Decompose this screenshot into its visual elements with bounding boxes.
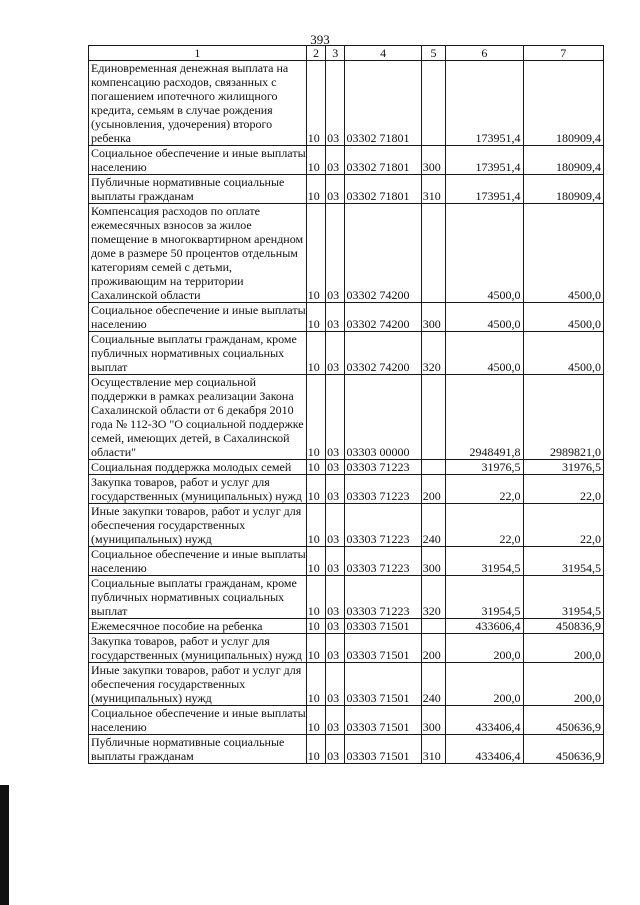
header-col-6: 6	[446, 46, 523, 61]
cell-amount-year-2: 200,0	[523, 634, 603, 663]
cell-amount-year-1: 173951,4	[446, 146, 523, 175]
table-row	[89, 303, 604, 332]
cell-amount-year-2: 450636,9	[523, 735, 603, 764]
cell-amount-year-2: 4500,0	[523, 204, 603, 303]
cell-target-article: 03303 71223	[345, 460, 421, 475]
cell-amount-year-1: 31976,5	[446, 460, 523, 475]
cell-subsection: 03	[326, 475, 345, 504]
cell-section: 10	[306, 576, 325, 619]
cell-section: 10	[306, 146, 325, 175]
budget-table	[88, 45, 604, 764]
cell-subsection: 03	[326, 619, 345, 634]
header-row	[89, 46, 604, 61]
cell-target-article: 03302 74200	[345, 332, 421, 375]
cell-amount-year-1: 200,0	[446, 634, 523, 663]
header-col-1: 1	[89, 46, 307, 61]
cell-expense-type: 300	[421, 706, 445, 735]
header-col-2: 2	[306, 46, 325, 61]
cell-expense-type: 320	[421, 576, 445, 619]
cell-section: 10	[306, 375, 325, 460]
cell-subsection: 03	[326, 663, 345, 706]
cell-target-article: 03303 71501	[345, 634, 421, 663]
cell-subsection: 03	[326, 204, 345, 303]
cell-section: 10	[306, 634, 325, 663]
cell-subsection: 03	[326, 547, 345, 576]
table-row	[89, 460, 604, 475]
cell-amount-year-2: 31976,5	[523, 460, 603, 475]
cell-amount-year-1: 433406,4	[446, 735, 523, 764]
cell-target-article: 03302 74200	[345, 303, 421, 332]
table-row	[89, 735, 604, 764]
cell-name: Социальные выплаты гражданам, кроме публичных нормативных социальных выплат	[89, 576, 307, 619]
cell-subsection: 03	[326, 504, 345, 547]
header-col-7: 7	[523, 46, 603, 61]
table-body	[89, 46, 604, 764]
table-row	[89, 146, 604, 175]
cell-name: Социальное обеспечение и иные выплаты населению	[89, 547, 307, 576]
cell-target-article: 03302 71801	[345, 146, 421, 175]
cell-amount-year-2: 180909,4	[523, 146, 603, 175]
cell-amount-year-1: 22,0	[446, 475, 523, 504]
cell-expense-type: 200	[421, 475, 445, 504]
header-col-4: 4	[345, 46, 421, 61]
table-row	[89, 204, 604, 303]
cell-section: 10	[306, 61, 325, 146]
cell-amount-year-2: 180909,4	[523, 175, 603, 204]
cell-subsection: 03	[326, 146, 345, 175]
cell-section: 10	[306, 303, 325, 332]
cell-expense-type	[421, 460, 445, 475]
cell-amount-year-2: 450836,9	[523, 619, 603, 634]
cell-amount-year-1: 173951,4	[446, 175, 523, 204]
cell-amount-year-1: 4500,0	[446, 204, 523, 303]
table-row	[89, 619, 604, 634]
cell-target-article: 03303 71501	[345, 735, 421, 764]
cell-subsection: 03	[326, 332, 345, 375]
cell-amount-year-1: 4500,0	[446, 332, 523, 375]
cell-subsection: 03	[326, 576, 345, 619]
cell-target-article: 03303 71223	[345, 576, 421, 619]
cell-target-article: 03302 71801	[345, 175, 421, 204]
cell-amount-year-2: 22,0	[523, 504, 603, 547]
cell-name: Социальное обеспечение и иные выплаты населению	[89, 706, 307, 735]
cell-expense-type: 200	[421, 634, 445, 663]
cell-amount-year-1: 22,0	[446, 504, 523, 547]
cell-target-article: 03303 71501	[345, 663, 421, 706]
cell-name: Социальное обеспечение и иные выплаты населению	[89, 303, 307, 332]
cell-expense-type	[421, 619, 445, 634]
cell-subsection: 03	[326, 303, 345, 332]
cell-amount-year-2: 180909,4	[523, 61, 603, 146]
cell-target-article: 03302 74200	[345, 204, 421, 303]
cell-section: 10	[306, 735, 325, 764]
cell-amount-year-2: 2989821,0	[523, 375, 603, 460]
cell-name: Публичные нормативные социальные выплаты гражданам	[89, 735, 307, 764]
cell-section: 10	[306, 663, 325, 706]
cell-amount-year-1: 2948491,8	[446, 375, 523, 460]
cell-amount-year-2: 4500,0	[523, 332, 603, 375]
cell-section: 10	[306, 475, 325, 504]
cell-name: Социальные выплаты гражданам, кроме публичных нормативных социальных выплат	[89, 332, 307, 375]
cell-target-article: 03303 71501	[345, 619, 421, 634]
header-col-5: 5	[421, 46, 445, 61]
cell-amount-year-1: 173951,4	[446, 61, 523, 146]
cell-expense-type	[421, 375, 445, 460]
cell-expense-type: 320	[421, 332, 445, 375]
cell-name: Единовременная денежная выплата на компенсацию расходов, связанных с погашением ипотечного жилищного кредита, семьям в случае рождения (усыновления, удочерения) второго ребенка	[89, 61, 307, 146]
cell-amount-year-1: 433606,4	[446, 619, 523, 634]
table-row	[89, 375, 604, 460]
cell-expense-type	[421, 204, 445, 303]
cell-section: 10	[306, 706, 325, 735]
cell-name: Иные закупки товаров, работ и услуг для обеспечения государственных (муниципальных) нужд	[89, 504, 307, 547]
cell-expense-type	[421, 61, 445, 146]
cell-amount-year-2: 22,0	[523, 475, 603, 504]
cell-amount-year-1: 4500,0	[446, 303, 523, 332]
cell-target-article: 03303 71223	[345, 504, 421, 547]
table-row	[89, 61, 604, 146]
cell-subsection: 03	[326, 175, 345, 204]
cell-amount-year-2: 450636,9	[523, 706, 603, 735]
cell-subsection: 03	[326, 735, 345, 764]
cell-amount-year-1: 433406,4	[446, 706, 523, 735]
cell-amount-year-1: 200,0	[446, 663, 523, 706]
cell-name: Публичные нормативные социальные выплаты гражданам	[89, 175, 307, 204]
cell-section: 10	[306, 504, 325, 547]
cell-target-article: 03303 71223	[345, 475, 421, 504]
cell-target-article: 03303 00000	[345, 375, 421, 460]
page-number: 393	[310, 32, 330, 47]
cell-name: Ежемесячное пособие на ребенка	[89, 619, 307, 634]
cell-name: Компенсация расходов по оплате ежемесячных взносов за жилое помещение в многоквартирном арендном доме в размере 50 процентов отдельным категориям семей с детьми, проживающим на территории Сахалинской области	[89, 204, 307, 303]
cell-expense-type: 240	[421, 663, 445, 706]
cell-expense-type: 300	[421, 146, 445, 175]
cell-expense-type: 300	[421, 547, 445, 576]
cell-section: 10	[306, 175, 325, 204]
cell-section: 10	[306, 460, 325, 475]
cell-section: 10	[306, 204, 325, 303]
table-row	[89, 576, 604, 619]
cell-amount-year-2: 31954,5	[523, 576, 603, 619]
table-row	[89, 475, 604, 504]
table-row	[89, 332, 604, 375]
cell-expense-type: 240	[421, 504, 445, 547]
cell-name: Закупка товаров, работ и услуг для государственных (муниципальных) нужд	[89, 634, 307, 663]
table-row	[89, 175, 604, 204]
cell-amount-year-2: 4500,0	[523, 303, 603, 332]
cell-target-article: 03302 71801	[345, 61, 421, 146]
cell-section: 10	[306, 332, 325, 375]
cell-name: Социальное обеспечение и иные выплаты населению	[89, 146, 307, 175]
cell-amount-year-2: 31954,5	[523, 547, 603, 576]
cell-amount-year-1: 31954,5	[446, 547, 523, 576]
cell-subsection: 03	[326, 375, 345, 460]
cell-subsection: 03	[326, 634, 345, 663]
cell-subsection: 03	[326, 460, 345, 475]
cell-target-article: 03303 71223	[345, 547, 421, 576]
cell-subsection: 03	[326, 706, 345, 735]
cell-target-article: 03303 71501	[345, 706, 421, 735]
cell-section: 10	[306, 619, 325, 634]
table-row	[89, 504, 604, 547]
cell-name: Иные закупки товаров, работ и услуг для обеспечения государственных (муниципальных) нужд	[89, 663, 307, 706]
cell-name: Закупка товаров, работ и услуг для государственных (муниципальных) нужд	[89, 475, 307, 504]
table-row	[89, 663, 604, 706]
table-row	[89, 547, 604, 576]
cell-expense-type: 300	[421, 303, 445, 332]
table-row	[89, 706, 604, 735]
table-row	[89, 634, 604, 663]
cell-expense-type: 310	[421, 735, 445, 764]
cell-section: 10	[306, 547, 325, 576]
cell-name: Социальная поддержка молодых семей	[89, 460, 307, 475]
cell-amount-year-1: 31954,5	[446, 576, 523, 619]
cell-expense-type: 310	[421, 175, 445, 204]
cell-subsection: 03	[326, 61, 345, 146]
header-col-3: 3	[326, 46, 345, 61]
scan-edge-mark	[0, 785, 9, 905]
cell-name: Осуществление мер социальной поддержки в рамках реализации Закона Сахалинской области от 6 декабря 2010 года № 112-ЗО "О социальной поддержке семей, имеющих детей, в Сахалинской области"	[89, 375, 307, 460]
cell-amount-year-2: 200,0	[523, 663, 603, 706]
